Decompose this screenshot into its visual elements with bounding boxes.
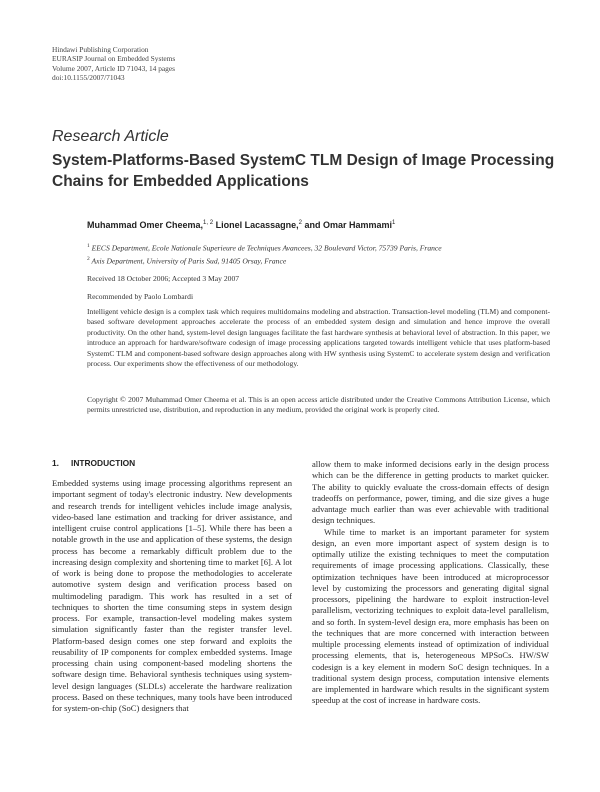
author-list [87, 220, 395, 230]
author-affiliation-mark: 1 [392, 220, 396, 226]
received-accepted-dates: Received 18 October 2006; Accepted 3 May 2007 [87, 274, 240, 283]
paper-title: System-Platforms-Based SystemC TLM Design of Image Processing Chains for Embedded Applications [52, 152, 555, 190]
paragraph: allow them to make informed decisions early in the design process which can be the difference in getting products to market quicker. The ability to quickly evaluate the cross-domain effects of design tradeoffs on performance, power, timing, and die size gives a huge advantage much earlier than was ever achievable with traditional design techniques. [312, 459, 549, 526]
author-name: and Omar Hammami [304, 220, 392, 230]
affiliation-item: $^1$ EECS Department, Ecole Nationale Superieure de Techniques Avancees, 32 Boulevard Victor, 75739 Paris, France [87, 243, 442, 253]
author-affiliation-mark: 2 [298, 220, 302, 226]
author-name: Muhammad Omer Cheema, [87, 220, 204, 230]
section-number: 1. [52, 458, 59, 468]
volume-line: Volume 2007, Article ID 71043, 14 pages [52, 63, 176, 73]
affiliations [87, 241, 442, 266]
doi-line[interactable]: doi:10.1155/2007/71043 [52, 73, 125, 83]
journal-header [52, 45, 175, 83]
author-affiliation-mark: 1, 2 [203, 220, 214, 226]
copyright-notice: Copyright © 2007 Muhammad Omer Cheema et al. This is an open access article distributed under the Creative Commons Attribution License, which permits unrestricted use, distribution, and reproduction in any medium, provided the original work is properly cited. [87, 395, 550, 415]
body-column-left [52, 478, 292, 714]
author-name: Lionel Lacassagne, [215, 220, 299, 230]
section-title: INTRODUCTION [71, 458, 136, 468]
abstract: Intelligent vehicle design is a complex task which requires multidomains modeling and abstraction. Transaction-level modeling (TLM) and component-based software development approaches accelerate the process of an embedded system design and simulation and hence improve the overall productivity. On the other hand, system-level design languages facilitate the fast hardware synthesis at behavioral level of abstraction. In this paper, we introduce an approach for hardware/software codesign of image processing applications targeted towards intelligent vehicle that uses platform-based SystemC TLM and component-based software design approaches along with HW synthesis using SystemC to accelerate system design and verification process. Our experiments show the effectiveness of our methodology. [87, 307, 550, 369]
paragraph: While time to market is an important parameter for system design, an even more important aspect of system design is to optimally utilize the existing techniques to meet the computation requirements of image processing applications. Classically, these optimization techniques have been introduced at microprocessor level by customizing the processors and generating digital signal processors, pipelining the hardware to exploit instruction-level parallelism, vectorizing techniques to exploit data-level parallelism, and so forth. In system-level design era, more emphasis has been on the techniques that are more concerned with interaction between multiple processing elements instead of optimization of individual processing elements, that is, heterogeneous MPSoCs. HW/SW codesign is a key element in modern SoC design techniques. In a traditional system design process, computation intensive elements are implemented in hardware which results in the significant system speedup at the cost of increase in hardware costs. [312, 526, 549, 706]
affiliation-item: $^2$ Axis Department, University of Paris Sud, 91405 Orsay, France [87, 255, 287, 266]
section-heading [52, 458, 135, 468]
recommended-by: Recommended by Paolo Lombardi [87, 292, 194, 301]
publisher-line: Hindawi Publishing Corporation [52, 45, 149, 54]
paragraph: Embedded systems using image processing algorithms represent an important segment of today's electronic industry. New developments and research trends for intelligent vehicles include image analysis, video-based lane estimation and tracking for driver assistance, and intelligent cruise control applications [1–5]. While there has been a notable growth in the use and application of these systems, the design process has become a remarkably difficult problem due to the increasing design complexity and shortening time to market [6]. A lot of work is being done to propose the methodologies to accelerate automotive system design and verification process based on multimodeling paradigm. This work has resulted in a set of techniques to shorten the time consuming steps in system design process. For example, transaction-level modeling makes system simulation significantly faster than the register transfer level. Platform-based design comes one step forward and exploits the reusability of IP components for complex embedded systems. Image processing chain using component-based modeling shortens the software design time. Behavioral synthesis techniques using system-level design languages (SLDLs) accelerate the hardware realization process. Based on these techniques, many tools have been introduced for system-on-chip (SoC) designers that [52, 478, 292, 713]
journal-line: EURASIP Journal on Embedded Systems [52, 54, 176, 64]
article-type: Research Article [52, 128, 169, 145]
body-column-right [312, 459, 549, 707]
